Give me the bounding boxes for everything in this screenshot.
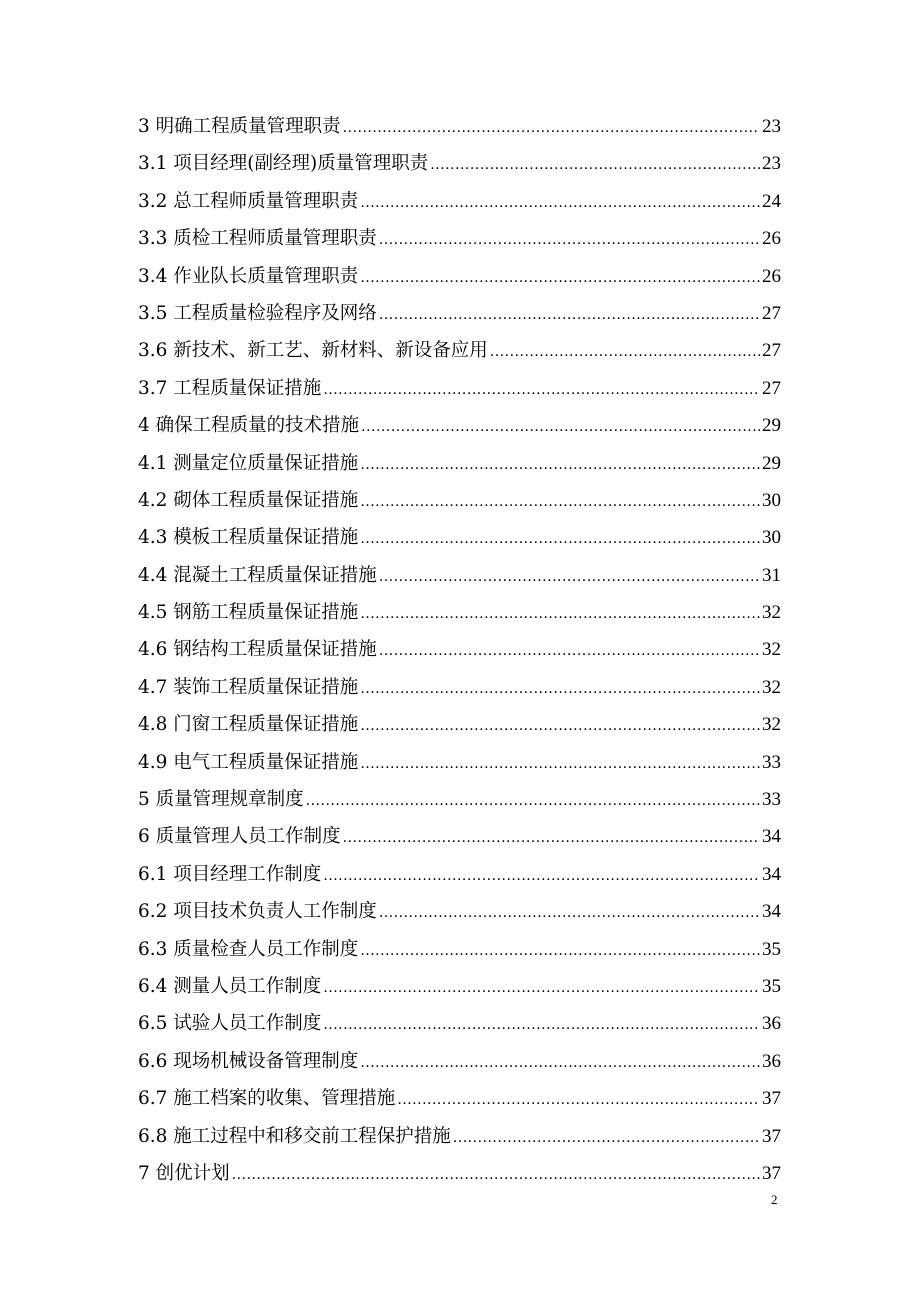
toc-leader-dots — [360, 484, 760, 521]
toc-entry-page: 36 — [762, 1050, 781, 1072]
toc-entry[interactable] — [138, 1118, 781, 1155]
toc-leader-dots — [379, 895, 760, 932]
toc-leader-dots — [379, 222, 760, 259]
toc-entry-title: 6.4 测量人员工作制度 — [138, 975, 322, 997]
toc-entry-page: 29 — [762, 452, 781, 474]
toc-entry-title: 4.6 钢结构工程质量保证措施 — [138, 639, 377, 661]
toc-entry-title: 3.7 工程质量保证措施 — [138, 377, 322, 399]
toc-entry[interactable] — [138, 1005, 781, 1042]
toc-entry-title: 3.3 质检工程师质量管理职责 — [138, 228, 377, 250]
toc-entry-title: 6.8 施工过程中和移交前工程保护措施 — [138, 1125, 451, 1147]
toc-entry[interactable] — [138, 370, 781, 407]
toc-entry-page: 37 — [762, 1088, 781, 1110]
toc-entry-title: 6.1 项目经理工作制度 — [138, 863, 322, 885]
toc-entry[interactable] — [138, 594, 781, 631]
toc-entry-title: 6 质量管理人员工作制度 — [138, 826, 341, 848]
toc-entry-title: 6.2 项目技术负责人工作制度 — [138, 901, 377, 923]
toc-entry-page: 24 — [762, 190, 781, 212]
toc-entry-title: 3.5 工程质量检验程序及网络 — [138, 302, 377, 324]
toc-entry-page: 32 — [762, 602, 781, 624]
toc-entry[interactable] — [138, 931, 781, 968]
toc-entry-title: 7 创优计划 — [138, 1162, 230, 1184]
toc-leader-dots — [343, 110, 760, 147]
toc-entry[interactable] — [138, 183, 781, 220]
toc-leader-dots — [360, 746, 760, 783]
toc-entry-title: 4.4 混凝土工程质量保证措施 — [138, 564, 377, 586]
toc-entry-page: 23 — [762, 153, 781, 175]
toc-leader-dots — [323, 372, 760, 409]
toc-leader-dots — [430, 147, 760, 184]
toc-leader-dots — [379, 559, 760, 596]
toc-leader-dots — [490, 334, 760, 371]
toc-entry[interactable] — [138, 557, 781, 594]
toc-entry-title: 3.1 项目经理(副经理)质量管理职责 — [138, 153, 429, 175]
toc-entry[interactable] — [138, 669, 781, 706]
toc-leader-dots — [360, 671, 760, 708]
toc-entry-page: 35 — [762, 975, 781, 997]
toc-entry[interactable] — [138, 631, 781, 668]
toc-entry-page: 34 — [762, 863, 781, 885]
toc-entry[interactable] — [138, 145, 781, 182]
toc-leader-dots — [306, 783, 760, 820]
toc-entry-page: 37 — [762, 1125, 781, 1147]
toc-entry[interactable] — [138, 108, 781, 145]
toc-entry[interactable] — [138, 482, 781, 519]
toc-entry[interactable] — [138, 1155, 781, 1192]
toc-entry-title: 4.5 钢筋工程质量保证措施 — [138, 602, 359, 624]
toc-entry-page: 32 — [762, 676, 781, 698]
toc-entry-page: 26 — [762, 265, 781, 287]
toc-entry-page: 35 — [762, 938, 781, 960]
toc-entry-title: 6.6 现场机械设备管理制度 — [138, 1050, 359, 1072]
toc-entry[interactable] — [138, 856, 781, 893]
toc-entry-page: 30 — [762, 489, 781, 511]
toc-entry-title: 4.9 电气工程质量保证措施 — [138, 751, 359, 773]
toc-entry[interactable] — [138, 781, 781, 818]
toc-entry-page: 34 — [762, 901, 781, 923]
toc-leader-dots — [360, 185, 760, 222]
toc-leader-dots — [323, 1007, 760, 1044]
toc-leader-dots — [323, 970, 760, 1007]
toc-entry-page: 27 — [762, 377, 781, 399]
toc-leader-dots — [379, 633, 760, 670]
toc-entry-page: 32 — [762, 714, 781, 736]
toc-leader-dots — [323, 858, 760, 895]
toc-entry-title: 4 确保工程质量的技术措施 — [138, 415, 360, 437]
toc-entry[interactable] — [138, 968, 781, 1005]
toc-entry-title: 3.4 作业队长质量管理职责 — [138, 265, 359, 287]
toc-entry-page: 26 — [762, 228, 781, 250]
toc-entry[interactable] — [138, 332, 781, 369]
toc-entry-page: 36 — [762, 1013, 781, 1035]
toc-leader-dots — [361, 409, 760, 446]
toc-leader-dots — [343, 820, 760, 857]
toc-entry[interactable] — [138, 258, 781, 295]
toc-leader-dots — [453, 1120, 760, 1157]
toc-entry-title: 4.3 模板工程质量保证措施 — [138, 527, 359, 549]
toc-entry-page: 32 — [762, 639, 781, 661]
toc-leader-dots — [360, 596, 760, 633]
toc-entry-title: 4.7 装饰工程质量保证措施 — [138, 676, 359, 698]
toc-leader-dots — [360, 260, 760, 297]
toc-entry-page: 29 — [762, 415, 781, 437]
toc-entry-page: 23 — [762, 116, 781, 137]
toc-entry-title: 4.8 门窗工程质量保证措施 — [138, 714, 359, 736]
table-of-contents — [138, 108, 781, 1192]
toc-leader-dots — [360, 933, 760, 970]
toc-entry-title: 6.3 质量检查人员工作制度 — [138, 938, 359, 960]
toc-entry-page: 27 — [762, 302, 781, 324]
toc-entry-page: 37 — [762, 1162, 781, 1184]
toc-entry-page: 33 — [762, 751, 781, 773]
toc-entry-title: 4.2 砌体工程质量保证措施 — [138, 489, 359, 511]
toc-entry-title: 4.1 测量定位质量保证措施 — [138, 452, 359, 474]
toc-entry-title: 5 质量管理规章制度 — [138, 789, 304, 811]
toc-leader-dots — [360, 447, 760, 484]
toc-entry-page: 27 — [762, 340, 781, 362]
toc-entry-title: 6.5 试验人员工作制度 — [138, 1013, 322, 1035]
page-number: 2 — [771, 1192, 778, 1207]
toc-entry[interactable] — [138, 407, 781, 444]
toc-entry[interactable] — [138, 295, 781, 332]
toc-entry[interactable] — [138, 744, 781, 781]
toc-entry[interactable] — [138, 519, 781, 556]
toc-entry-page: 33 — [762, 789, 781, 811]
toc-entry[interactable] — [138, 818, 781, 855]
toc-leader-dots — [232, 1157, 760, 1194]
toc-entry[interactable] — [138, 893, 781, 930]
toc-entry-title: 3 明确工程质量管理职责 — [138, 116, 341, 137]
toc-entry[interactable] — [138, 1043, 781, 1080]
toc-leader-dots — [360, 521, 760, 558]
toc-entry-title: 3.6 新技术、新工艺、新材料、新设备应用 — [138, 340, 488, 362]
toc-entry-title: 3.2 总工程师质量管理职责 — [138, 190, 359, 212]
toc-entry[interactable] — [138, 445, 781, 482]
toc-entry[interactable] — [138, 1080, 781, 1117]
toc-leader-dots — [360, 708, 760, 745]
toc-entry-page: 34 — [762, 826, 781, 848]
toc-entry-title: 6.7 施工档案的收集、管理措施 — [138, 1088, 396, 1110]
toc-leader-dots — [397, 1082, 760, 1119]
toc-entry-page: 31 — [762, 564, 781, 586]
toc-leader-dots — [360, 1045, 760, 1082]
toc-leader-dots — [379, 297, 760, 334]
toc-entry[interactable] — [138, 706, 781, 743]
toc-entry-page: 30 — [762, 527, 781, 549]
toc-entry[interactable] — [138, 220, 781, 257]
